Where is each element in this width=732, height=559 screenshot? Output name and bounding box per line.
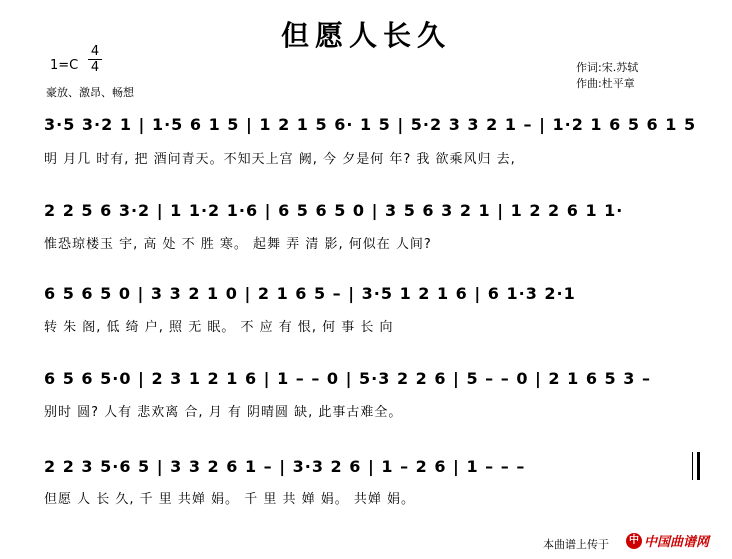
- site-logo-icon: 中: [626, 533, 642, 549]
- composer: 作曲:杜平章: [576, 77, 635, 90]
- credits: [576, 60, 638, 92]
- notation-line-5: 2 2 3 5·6 5 | 3 3 2 6 1 – | 3·3 2 6 | 1 – 2 6 | 1 – – –: [44, 457, 526, 476]
- site-logo[interactable]: [626, 530, 709, 550]
- notation-line-4: 6 5 6 5·0 | 2 3 1 2 1 6 | 1 – – 0 | 5·3 2 2 6 | 5 – – 0 | 2 1 6 5 3 –: [44, 369, 651, 388]
- footer-uploaded-label: 本曲谱上传于: [543, 538, 609, 551]
- barline: [692, 452, 693, 480]
- lyrics-line-5: 但愿 人 长 久, 千 里 共婵 娟。 千 里 共 婵 娟。 共婵 娟。: [44, 492, 415, 507]
- notation-line-3: 6 5 6 5 0 | 3 3 2 1 0 | 2 1 6 5 – | 3·5 1 2 1 6 | 6 1·3 2·1: [44, 284, 576, 303]
- lyrics-line-3: 转 朱 阁, 低 绮 户, 照 无 眠。 不 应 有 恨, 何 事 长 向: [44, 320, 394, 335]
- mood-marking: 豪放、激昂、畅想: [46, 86, 134, 99]
- page-title: 但愿人长久: [280, 19, 451, 52]
- key-signature: 1=C: [50, 58, 79, 73]
- lyricist: 作词:宋.苏轼: [576, 61, 639, 74]
- time-signature-bottom: 4: [90, 60, 100, 75]
- lyrics-line-2: 惟恐琼楼玉 宇, 高 处 不 胜 寒。 起舞 弄 清 影, 何似在 人间?: [44, 237, 432, 252]
- notation-line-1: 3·5 3·2 1 | 1·5 6 1 5 | 1 2 1 5 6· 1 5 | 5·2 3 3 2 1 – | 1·2 1 6 5 6 1 5: [44, 115, 697, 134]
- time-signature-top: 4: [88, 44, 102, 60]
- final-barline: [697, 452, 700, 480]
- notation-line-2: 2 2 5 6 3·2 | 1 1·2 1·6 | 6 5 6 5 0 | 3 5 6 3 2 1 | 1 2 2 6 1 1·: [44, 201, 624, 220]
- site-name: 中国曲谱网: [644, 535, 710, 550]
- time-signature: [88, 44, 102, 75]
- lyrics-line-1: 明 月几 时有, 把 酒问青天。不知天上宫 阙, 今 夕是何 年? 我 欲乘风归 去,: [44, 152, 516, 167]
- lyrics-line-4: 别时 圆? 人有 悲欢离 合, 月 有 阴晴圆 缺, 此事古难全。: [44, 405, 403, 420]
